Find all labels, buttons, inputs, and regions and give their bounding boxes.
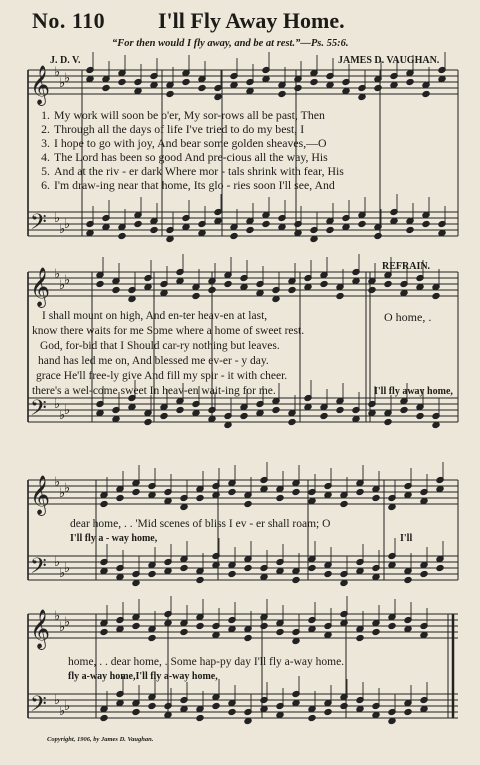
svg-text:♭: ♭: [59, 704, 66, 719]
note-head: [214, 217, 222, 224]
svg-text:♭: ♭: [59, 408, 66, 423]
note-head: [352, 277, 360, 284]
svg-text:♭: ♭: [59, 620, 66, 635]
note-head: [132, 579, 140, 586]
note-head: [374, 232, 382, 239]
note-head: [160, 412, 168, 419]
note-head: [324, 491, 332, 498]
note-head: [164, 619, 172, 626]
note-head: [116, 625, 124, 632]
system-3-soprano-lyric: dear home, . . 'Mid scenes of bliss I ev - er shall roam; O: [70, 518, 331, 530]
bass-clef-icon: 𝄢: [30, 210, 47, 240]
note-head: [228, 708, 236, 715]
note-head: [224, 280, 232, 287]
note-head: [342, 87, 350, 94]
note-head: [356, 488, 364, 495]
note-head: [212, 561, 220, 568]
note-head: [134, 87, 142, 94]
note-head: [96, 409, 104, 416]
note-head: [272, 406, 280, 413]
note-head: [310, 235, 318, 242]
note-head: [340, 579, 348, 586]
note-head: [390, 217, 398, 224]
svg-text:♭: ♭: [64, 403, 71, 418]
treble-clef-icon: 𝄞: [30, 65, 51, 105]
note-head: [304, 403, 312, 410]
note-head: [356, 705, 364, 712]
note-head: [196, 714, 204, 721]
note-head: [180, 705, 188, 712]
note-head: [372, 494, 380, 501]
note-head: [96, 280, 104, 287]
note-head: [244, 564, 252, 571]
note-head: [134, 220, 142, 227]
verse-line: 3. I hope to go with joy, And bear some golden sheaves,—O: [41, 136, 327, 150]
note-head: [132, 622, 140, 629]
refrain-bass-lyric: I'll fly away home,: [374, 386, 453, 397]
note-head: [372, 628, 380, 635]
note-head: [400, 406, 408, 413]
note-head: [336, 292, 344, 299]
note-head: [432, 292, 440, 299]
note-head: [192, 409, 200, 416]
svg-text:♭: ♭: [54, 267, 61, 282]
note-head: [100, 567, 108, 574]
system-3-bass-lyric-end: I'll: [400, 533, 413, 544]
note-head: [100, 714, 108, 721]
note-head: [292, 637, 300, 644]
note-head: [368, 409, 376, 416]
note-head: [150, 226, 158, 233]
note-head: [422, 220, 430, 227]
note-head: [240, 412, 248, 419]
note-head: [324, 708, 332, 715]
note-head: [100, 500, 108, 507]
system-4-soprano-lyric: home, . . dear home, . Some hap-py day I'll fly a-way home.: [68, 656, 345, 668]
note-head: [400, 289, 408, 296]
note-head: [388, 622, 396, 629]
note-head: [310, 78, 318, 85]
note-head: [86, 229, 94, 236]
note-head: [148, 570, 156, 577]
treble-clef-icon: 𝄞: [30, 267, 51, 307]
note-head: [148, 634, 156, 641]
note-head: [180, 628, 188, 635]
lyric-line: God, for-bid that I Should car-ry nothing but leaves.: [40, 340, 280, 352]
note-head: [208, 286, 216, 293]
note-head: [404, 625, 412, 632]
svg-text:♭: ♭: [54, 65, 61, 80]
note-head: [324, 631, 332, 638]
svg-text:♭: ♭: [54, 693, 61, 708]
note-head: [86, 75, 94, 82]
note-head: [388, 503, 396, 510]
bass-clef-icon: 𝄢: [30, 692, 47, 722]
note-head: [260, 573, 268, 580]
note-head: [246, 87, 254, 94]
note-head: [212, 491, 220, 498]
note-head: [276, 494, 284, 501]
note-head: [320, 280, 328, 287]
note-head: [374, 84, 382, 91]
note-head: [260, 485, 268, 492]
note-head: [404, 491, 412, 498]
note-head: [176, 406, 184, 413]
note-head: [180, 503, 188, 510]
verse-line: 4. The Lord has been so good And pre-cious all the way, His: [41, 150, 328, 164]
note-head: [384, 418, 392, 425]
note-head: [212, 702, 220, 709]
note-head: [388, 561, 396, 568]
lyricist: J. D. V.: [50, 55, 81, 66]
bass-clef-icon: 𝄢: [30, 554, 47, 584]
note-head: [340, 500, 348, 507]
note-head: [276, 567, 284, 574]
note-head: [336, 406, 344, 413]
note-head: [292, 488, 300, 495]
note-head: [228, 625, 236, 632]
note-head: [240, 283, 248, 290]
lyric-line: know there waits for me Some where a home of sweet rest.: [32, 325, 305, 337]
note-head: [422, 90, 430, 97]
lyric-line: there's a wel-come sweet In heav-en wait-ing for me.: [32, 385, 276, 397]
note-head: [340, 702, 348, 709]
note-head: [214, 93, 222, 100]
note-head: [340, 619, 348, 626]
copyright-notice: Copyright, 1906, by James D. Vaughan.: [47, 736, 154, 743]
note-head: [144, 283, 152, 290]
note-head: [406, 226, 414, 233]
note-head: [420, 497, 428, 504]
note-head: [144, 418, 152, 425]
note-head: [228, 488, 236, 495]
note-head: [116, 699, 124, 706]
note-head: [196, 494, 204, 501]
note-head: [116, 573, 124, 580]
note-head: [244, 717, 252, 724]
refrain-soprano-lyric: O home, .: [384, 310, 432, 324]
note-head: [260, 622, 268, 629]
note-head: [212, 631, 220, 638]
treble-clef-icon: 𝄞: [30, 609, 51, 649]
note-head: [294, 84, 302, 91]
note-head: [182, 78, 190, 85]
note-head: [324, 570, 332, 577]
note-head: [326, 226, 334, 233]
note-head: [416, 283, 424, 290]
note-head: [128, 295, 136, 302]
note-head: [164, 711, 172, 718]
note-head: [404, 708, 412, 715]
note-head: [244, 634, 252, 641]
note-head: [192, 292, 200, 299]
svg-text:♭: ♭: [54, 475, 61, 490]
note-head: [278, 223, 286, 230]
svg-text:♭: ♭: [59, 222, 66, 237]
note-head: [308, 564, 316, 571]
note-head: [166, 90, 174, 97]
note-head: [436, 564, 444, 571]
staff-3-bass: [28, 556, 458, 580]
note-head: [198, 229, 206, 236]
svg-text:♭: ♭: [59, 566, 66, 581]
note-head: [294, 229, 302, 236]
hymn-title: I'll Fly Away Home.: [158, 8, 345, 33]
note-head: [176, 277, 184, 284]
note-head: [308, 714, 316, 721]
system-3-bass-lyric: I'll fly a - way home,: [70, 533, 158, 544]
note-head: [292, 576, 300, 583]
system-4-bass-lyric: fly a-way home,I'll fly a-way home,: [68, 671, 218, 682]
note-head: [326, 81, 334, 88]
verse-line: 2. Through all the days of life I've tried to do my best, I: [41, 122, 305, 136]
note-head: [160, 289, 168, 296]
note-head: [304, 283, 312, 290]
treble-clef-icon: 𝄞: [30, 475, 51, 515]
verse-line: 1. My work will soon be o'er, My sor-rows all be past, Then: [41, 108, 325, 122]
note-head: [148, 702, 156, 709]
svg-text:♭: ♭: [64, 273, 71, 288]
note-head: [320, 412, 328, 419]
note-head: [388, 717, 396, 724]
note-head: [196, 576, 204, 583]
note-head: [358, 220, 366, 227]
note-head: [118, 78, 126, 85]
note-head: [278, 90, 286, 97]
note-head: [224, 421, 232, 428]
note-head: [180, 564, 188, 571]
note-head: [272, 295, 280, 302]
note-head: [276, 628, 284, 635]
svg-text:♭: ♭: [54, 555, 61, 570]
svg-text:♭: ♭: [59, 76, 66, 91]
note-head: [118, 232, 126, 239]
note-head: [256, 409, 264, 416]
svg-text:♭: ♭: [59, 278, 66, 293]
note-head: [150, 81, 158, 88]
svg-text:♭: ♭: [54, 211, 61, 226]
note-head: [100, 628, 108, 635]
note-head: [246, 226, 254, 233]
note-head: [416, 412, 424, 419]
note-head: [112, 415, 120, 422]
note-head: [164, 567, 172, 574]
svg-text:♭: ♭: [64, 217, 71, 232]
note-head: [438, 229, 446, 236]
note-head: [420, 570, 428, 577]
note-head: [420, 631, 428, 638]
svg-text:♭: ♭: [54, 609, 61, 624]
note-head: [196, 622, 204, 629]
note-head: [372, 573, 380, 580]
note-head: [230, 232, 238, 239]
svg-text:♭: ♭: [54, 397, 61, 412]
note-head: [390, 81, 398, 88]
note-head: [432, 421, 440, 428]
note-head: [148, 491, 156, 498]
note-head: [288, 418, 296, 425]
svg-text:♭: ♭: [64, 699, 71, 714]
note-head: [262, 220, 270, 227]
scripture-reference: “For then would I fly away, and be at rest.”—Ps. 55:6.: [112, 38, 349, 49]
refrain-label: REFRAIN.: [382, 261, 431, 272]
note-head: [384, 280, 392, 287]
lyric-line: hand has led me on, And blessed me ev-er - y day.: [38, 355, 269, 367]
note-head: [132, 488, 140, 495]
note-head: [182, 223, 190, 230]
note-head: [420, 705, 428, 712]
note-head: [292, 699, 300, 706]
note-head: [166, 235, 174, 242]
note-head: [116, 494, 124, 501]
note-head: [208, 415, 216, 422]
note-head: [112, 286, 120, 293]
note-head: [404, 576, 412, 583]
svg-text:♭: ♭: [59, 486, 66, 501]
note-head: [198, 84, 206, 91]
note-head: [308, 625, 316, 632]
note-head: [368, 286, 376, 293]
note-head: [356, 567, 364, 574]
note-head: [230, 81, 238, 88]
bass-clef-icon: 𝄢: [30, 396, 47, 426]
lyric-line: I shall mount on high, And en-ter heav-en at last,: [42, 310, 268, 322]
verse-line: 5. And at the riv - er dark Where mor - tals shrink with fear, His: [41, 164, 344, 178]
note-head: [164, 497, 172, 504]
note-head: [102, 223, 110, 230]
lyric-line: grace He'll free-ly give And fill my spir - it with cheer.: [36, 370, 288, 382]
note-head: [352, 415, 360, 422]
note-head: [228, 570, 236, 577]
note-head: [128, 403, 136, 410]
note-head: [342, 223, 350, 230]
note-head: [260, 705, 268, 712]
note-head: [132, 708, 140, 715]
svg-text:♭: ♭: [64, 615, 71, 630]
verse-line: 6. I'm draw-ing near that home, Its glo - ries soon I'll see, And: [41, 178, 335, 192]
note-head: [308, 497, 316, 504]
note-head: [372, 711, 380, 718]
note-head: [436, 485, 444, 492]
note-head: [244, 500, 252, 507]
note-head: [358, 93, 366, 100]
note-head: [262, 75, 270, 82]
svg-text:♭: ♭: [64, 71, 71, 86]
note-head: [102, 84, 110, 91]
note-head: [356, 634, 364, 641]
note-head: [406, 78, 414, 85]
svg-text:♭: ♭: [64, 481, 71, 496]
svg-text:♭: ♭: [64, 561, 71, 576]
hymn-number: No. 110: [32, 8, 106, 33]
note-head: [438, 75, 446, 82]
note-head: [276, 711, 284, 718]
note-head: [288, 286, 296, 293]
composer: JAMES D. VAUGHAN.: [338, 55, 440, 66]
note-head: [256, 289, 264, 296]
